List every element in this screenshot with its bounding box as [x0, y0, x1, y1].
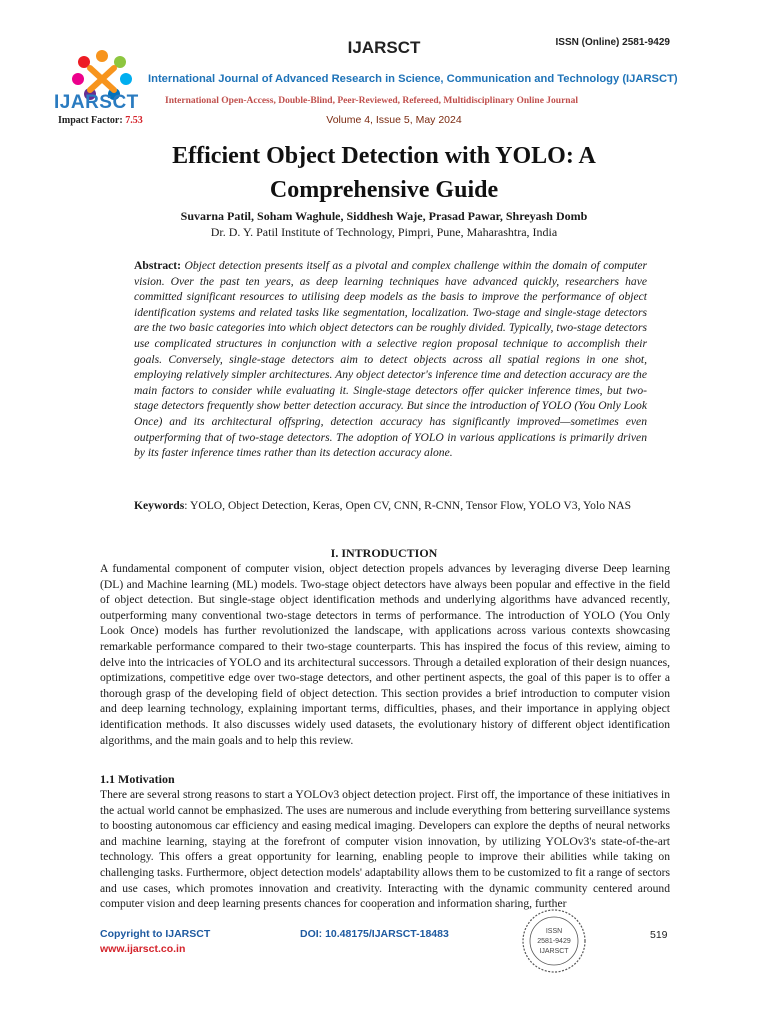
seal-line-1: ISSN — [545, 928, 563, 935]
journal-logo-text: IJARSCT — [54, 92, 139, 113]
motivation-paragraph: There are several strong reasons to start a YOLOv3 object detection project. First off, the importance of these initiatives in the actual world cannot be emphasized. The uses are numerous and include everything from bettering surveillance systems to boosting autonomous car efficiency and easing medical imaging. Developers can explore the depths of neural networks and machine learning, staying at the forefront of computer vision innovation, by utilizing YOLOv3's state-of-the-art technology. This offers a great opportunity for learning, enabling people to improve their abilities while taking on challenging tasks. Furthermore, object detection models' adaptability allows them to be customized to fit a range of sectors and use cases, which promotes innovation and creativity. Interacting with the dynamic community centered around computer vision and deep learning presents chances for cooperation and information sharing, further — [100, 788, 670, 911]
journal-name: International Journal of Advanced Research in Science, Communication and Technology (IJARSCT) — [148, 73, 678, 85]
keywords-text: YOLO, Object Detection, Keras, Open CV, CNN, R-CNN, Tensor Flow, YOLO V3, Yolo NAS — [189, 499, 632, 512]
abstract-label: Abstract — [134, 259, 178, 272]
keywords: Keywords: YOLO, Object Detection, Keras, Open CV, CNN, R-CNN, Tensor Flow, YOLO V3, Yolo NAS — [134, 499, 632, 512]
seal-line-2: 2581-9429 — [537, 938, 571, 945]
introduction-paragraph: A fundamental component of computer vision, object detection propels advances by leveraging diverse Deep learning (DL) and Machine learning (ML) models. Two-stage object detectors have always been popular and effective in the field of object detection. But single-stage object identification methods and underlying algorithms have advanced recently, outperforming many conventional two-stage detectors in terms of performance. The introduction of YOLO (You Only Look Once) models has further revolutionized the landscape, with applications across various contexts showcasing remarkable performance compared to their two-stage counterparts. This has inspired the focus of this review, aiming to delve into the intricacies of YOLO and its architectural successors. Through a detailed exploration of their design nuances, optimizations, competitive edge over two-stage detectors, and other pertinent aspects, the goal of this paper is to offer a thorough grasp of the developing field of object detection. This section provides a brief introduction to computer vision and deep learning technology, explaining important terms, difficulties, phases, and their importance in applying object identification methods. It also discusses widely used datasets, the evolutionary history of different object identification algorithms, and the main goals and to help this review. — [100, 562, 670, 747]
footer-doi: DOI: 10.48175/IJARSCT-18483 — [300, 928, 449, 940]
paper-affiliation: Dr. D. Y. Patil Institute of Technology, Pimpri, Pune, Maharashtra, India — [210, 225, 558, 239]
footer-website-link[interactable]: www.ijarsct.co.in — [100, 943, 186, 955]
volume-issue — [0, 114, 768, 126]
keywords-label: Keywords — [134, 499, 185, 512]
section-heading-introduction: I. INTRODUCTION — [330, 546, 438, 560]
journal-type: International Open-Access, Double-Blind, Peer-Reviewed, Refereed, Multidisciplinary Online Journal — [165, 96, 578, 106]
issn-seal-icon — [521, 908, 587, 974]
issn-online: ISSN (Online) 2581-9429 — [555, 37, 670, 48]
paper-authors: Suvarna Patil, Soham Waghule, Siddhesh Waje, Prasad Pawar, Shreyash Domb — [180, 209, 588, 223]
page-number: 519 — [650, 929, 668, 941]
volume-issue-text: Volume 4, Issue 5, May 2024 — [326, 114, 462, 126]
seal-line-3: IJARSCT — [539, 948, 569, 955]
abstract-text: Object detection presents itself as a pivotal and complex challenge within the domain of computer vision. Over the past ten years, as deep learning techniques have advanced quickly, researchers have committed significant resources to utilising deep models as the basis to improve the performance of object identification systems and related tasks like segmentation, localization. Two-stage and single-stage detectors are the two basic categories into which object detectors can be roughly divided. Typically, two-stage detectors use complicated structures in conjunction with a selective region proposal technique to accomplish their goals. Conversely, single-stage detectors aim to detect objects across all spatial regions in one shot, employing relatively simpler architectures. Any object detector's inference time and detection accuracy are the main factors to consider while evaluating it. Single-stage detectors offer quicker inference times, but two-stage detectors frequently show better detection accuracy. But since the introduction of YOLO (You Only Look Once) and its architectural offspring, detection accuracy has significantly improved—sometimes even outperforming that of two-stage detectors. The adoption of YOLO in various applications is primarily driven by its faster inference times rather than its detection accuracy alone. — [134, 259, 647, 460]
impact-factor-label: Impact Factor: — [58, 115, 123, 126]
abstract: Abstract: Object detection presents itself as a pivotal and complex challenge within the domain of computer vision. Over the past ten years, as deep learning techniques have advanced quickly, researchers have committed significant resources to utilising deep models as the basis to improve the performance of object identification systems and related tasks like segmentation, localization. Two-stage and single-stage detectors are the two basic categories into which object detectors can be roughly divided. Typically, two-stage detectors use complicated structures in conjunction with a selective region proposal technique to accomplish their goals. Conversely, single-stage detectors aim to detect objects across all spatial regions in one shot, employing relatively simpler architectures. Any object detector's inference time and detection accuracy are the main factors to consider while evaluating it. Single-stage detectors offer quicker inference times, but two-stage detectors frequently show better detection accuracy. But since the introduction of YOLO (You Only Look Once) and its architectural offspring, detection accuracy has significantly improved—sometimes even outperforming that of two-stage detectors. The adoption of YOLO in various applications is primarily driven by its faster inference times rather than its detection accuracy alone. — [134, 259, 647, 460]
journal-abbreviation: IJARSCT — [347, 38, 421, 57]
footer-copyright: Copyright to IJARSCT — [100, 928, 211, 940]
subsection-heading-motivation: 1.1 Motivation — [100, 772, 175, 786]
impact-factor-value: 7.53 — [125, 115, 143, 126]
paper-title: Efficient Object Detection with YOLO: A Comprehensive Guide — [172, 143, 596, 203]
